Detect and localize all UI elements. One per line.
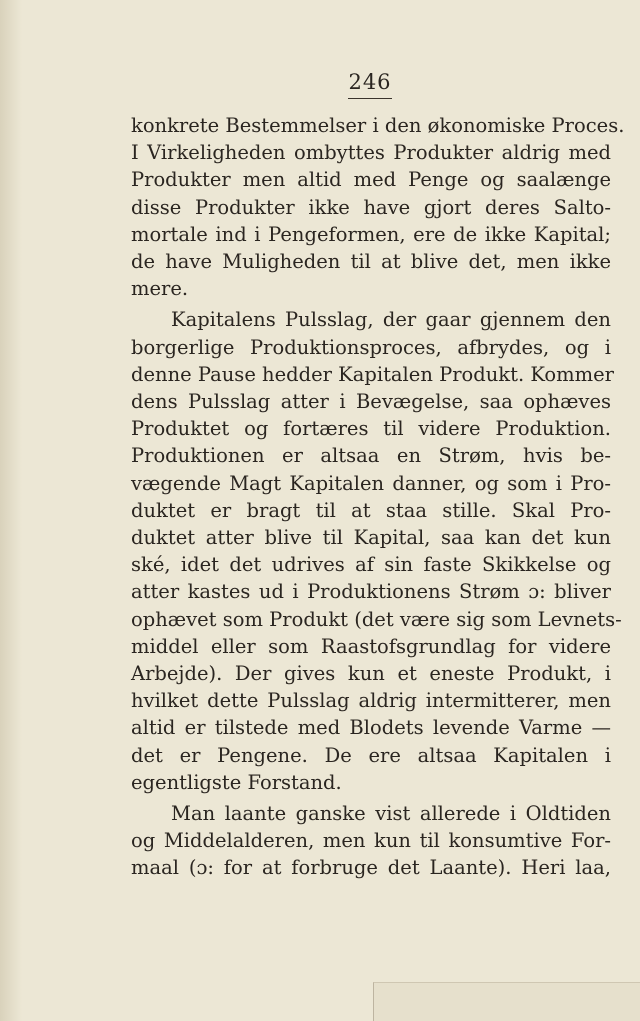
body-text <box>131 112 625 882</box>
text-line: Produktionen er altsaa en Strøm, hvis be- <box>131 444 611 468</box>
text-line: atter kastes ud i Produktionens Strøm ɔ: bliver <box>131 580 611 604</box>
text-line: ské, idet det udrives af sin faste Skikkelse og <box>131 553 611 577</box>
text-line: borgerlige Produktionsproces, afbrydes, og i <box>131 335 611 359</box>
paragraph <box>131 112 625 302</box>
text-line: konkrete Bestemmelser i den økonomiske Proces. <box>131 114 625 137</box>
text-line: denne Pause hedder Kapitalen Produkt. Kommer <box>131 362 614 386</box>
text-line: dens Pulsslag atter i Bevægelse, saa ophæves <box>131 390 611 414</box>
text-line: I Virkeligheden ombyttes Produkter aldrig med <box>131 141 611 165</box>
text-line: maal (ɔ: for at forbruge det Laante). Heri laa, <box>131 856 611 880</box>
text-line: Produktet og fortæres til videre Produktion. <box>131 417 611 441</box>
text-line: mortale ind i Pengeformen, ere de ikke Kapital; <box>131 222 611 246</box>
page-number-underline <box>348 98 392 99</box>
paragraph <box>131 306 622 796</box>
text-line: egentligste Forstand. <box>131 770 342 794</box>
text-line: ophævet som Produkt (det være sig som Levnets- <box>131 607 622 631</box>
text-line: duktet er bragt til at staa stille. Skal Pro- <box>131 498 611 522</box>
text-line: vægende Magt Kapitalen danner, og som i Pro- <box>131 471 611 495</box>
text-line: duktet atter blive til Kapital, saa kan det kun <box>131 526 611 550</box>
text-line: disse Produkter ikke have gjort deres Salto- <box>131 195 611 219</box>
text-line: Arbejde). Der gives kun et eneste Produkt, i <box>131 662 611 686</box>
text-line: mere. <box>131 277 189 301</box>
text-line: hvilket dette Pulsslag aldrig intermitterer, men <box>131 689 611 713</box>
text-line: Man laante ganske vist allerede i Oldtiden <box>171 802 611 826</box>
page-corner-mark <box>373 982 640 1021</box>
text-line: Kapitalens Pulsslag, der gaar gjennem den <box>171 308 611 332</box>
page-binding-shadow <box>0 0 22 1021</box>
text-line: det er Pengene. De ere altsaa Kapitalen i <box>131 743 611 767</box>
text-line: Produkter men altid med Penge og saalænge <box>131 168 611 192</box>
text-line: middel eller som Raastofsgrundlag for videre <box>131 634 611 658</box>
page-number: 246 <box>348 70 392 94</box>
text-line: de have Muligheden til at blive det, men ikke <box>131 250 611 274</box>
text-line: altid er tilstede med Blodets levende Varme — <box>131 716 611 740</box>
paragraph <box>131 800 611 882</box>
text-line: og Middelalderen, men kun til konsumtive For- <box>131 829 611 853</box>
